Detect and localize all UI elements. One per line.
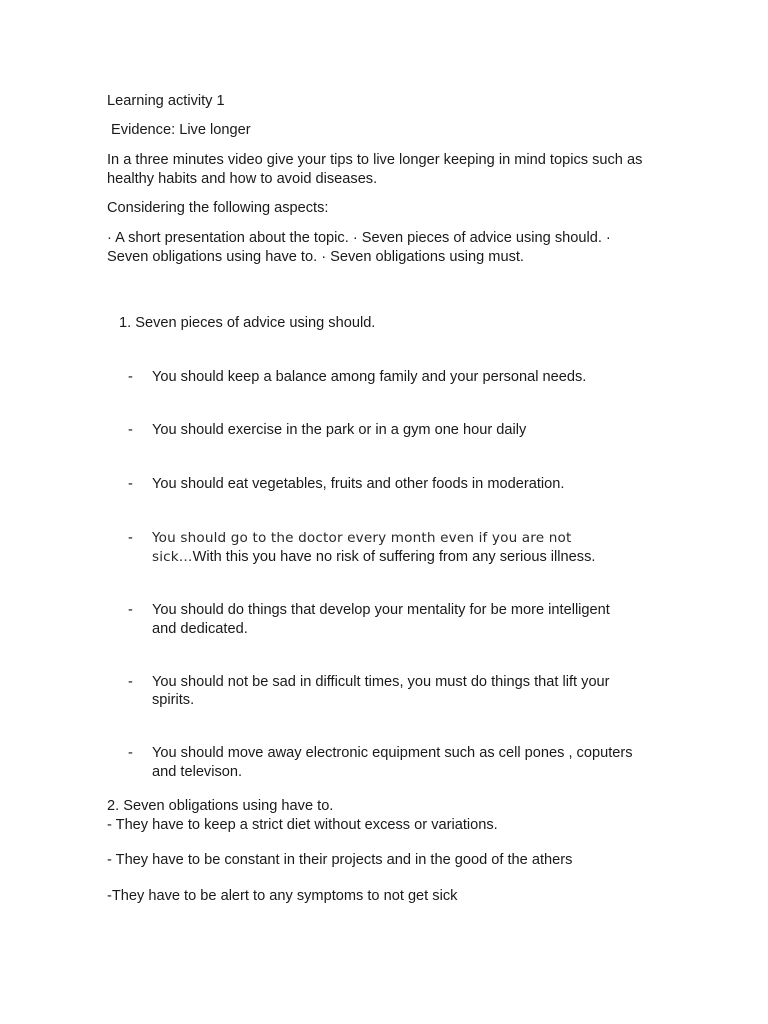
section-2-heading: 2. Seven obligations using have to.: [107, 798, 334, 814]
advice-item-5-line-2: and dedicated.: [152, 621, 248, 637]
obligation-item-2: - They have to be constant in their projects and in the good of the athers: [107, 852, 573, 868]
advice-item-7-line-1: You should move away electronic equipment such as cell pones , coputers: [152, 745, 633, 761]
dash-bullet: -: [128, 530, 133, 546]
advice-item-7-line-2: and televison.: [152, 764, 243, 780]
considering-line: Considering the following aspects:: [107, 200, 329, 216]
dash-bullet: -: [128, 602, 133, 618]
dash-bullet: -: [128, 369, 133, 385]
obligation-item-1: - They have to keep a strict diet without excess or variations.: [107, 817, 498, 833]
dash-bullet: -: [128, 476, 133, 492]
document-title: Learning activity 1: [107, 93, 225, 109]
advice-item-6-line-2: spirits.: [152, 692, 195, 708]
advice-item-6-line-1: You should not be sad in difficult times, you must do things that lift your: [152, 674, 610, 690]
evidence-line: Evidence: Live longer: [107, 122, 251, 138]
advice-item-1: You should keep a balance among family and your personal needs.: [152, 369, 587, 385]
dash-bullet: -: [128, 674, 133, 690]
aspects-line-1: · A short presentation about the topic. · Seven pieces of advice using should. ·: [107, 230, 611, 246]
dash-bullet: -: [128, 745, 133, 761]
aspects-line-2: Seven obligations using have to. · Seven obligations using must.: [107, 249, 524, 265]
advice-item-4-line-2: [152, 548, 652, 567]
section-1-heading: 1. Seven pieces of advice using should.: [119, 315, 376, 331]
advice-item-4-alt-part: sick…: [152, 549, 193, 565]
intro-line-1: In a three minutes video give your tips to live longer keeping in mind topics such as: [107, 152, 643, 168]
advice-item-5-line-1: You should do things that develop your mentality for be more intelligent: [152, 602, 610, 618]
dash-bullet: -: [128, 422, 133, 438]
advice-item-4-line-1: You should go to the doctor every month even if you are not: [152, 530, 572, 546]
advice-item-4-rest: With this you have no risk of suffering from any serious illness.: [192, 549, 596, 565]
intro-line-2: healthy habits and how to avoid diseases.: [107, 171, 378, 187]
advice-item-2: You should exercise in the park or in a gym one hour daily: [152, 422, 527, 438]
obligation-item-3: -They have to be alert to any symptoms to not get sick: [107, 888, 458, 904]
advice-item-3: You should eat vegetables, fruits and other foods in moderation.: [152, 476, 565, 492]
